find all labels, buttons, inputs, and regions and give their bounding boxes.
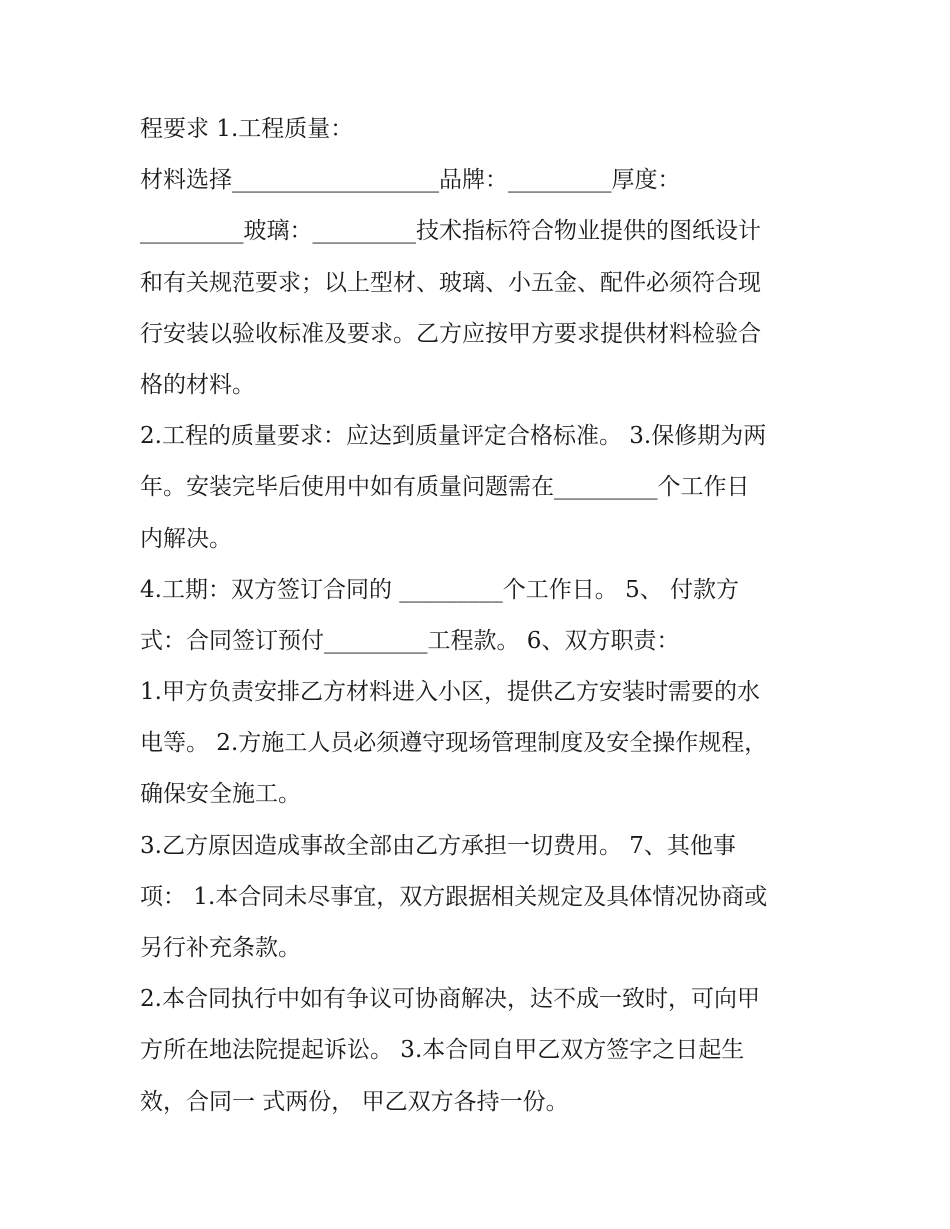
text-line: 3.乙方原因造成事故全部由乙方承担一切费用。 7、其他事 [140,832,736,859]
text-line: _________玻璃：_________技术指标符合物业提供的图纸设计 [140,218,761,245]
document-body [140,104,820,1128]
text-line: 4.工期：双方签订合同的 _________个工作日。 5、 付款方 [140,576,740,603]
text-line: 年。安装完毕后使用中如有质量问题需在_________个工作日 [140,474,750,501]
text-line: 确保安全施工。 [140,781,301,808]
text-line: 方所在地法院提起诉讼。 3.本合同自甲乙双方签字之日起生 [140,1037,745,1064]
text-line: 行安装以验收标准及要求。乙方应按甲方要求提供材料检验合 [140,320,761,347]
text-line: 内解决。 [140,525,232,552]
text-line: 材料选择__________________品牌：_________厚度： [140,167,681,194]
text-line: 2.本合同执行中如有争议可协商解决，达不成一致时，可向甲 [140,986,760,1013]
text-line: 和有关规范要求；以上型材、玻璃、小五金、配件必须符合现 [140,269,761,296]
text-line: 效，合同一 式两份， 甲乙双方各持一份。 [140,1088,569,1115]
text-line: 1.甲方负责安排乙方材料进入小区，提供乙方安装时需要的水 [140,679,760,706]
text-line: 另行补充条款。 [140,935,301,961]
text-line: 格的材料。 [140,371,255,398]
text-line: 2.工程的质量要求：应达到质量评定合格标准。 3.保修期为两 [140,423,767,450]
text-line: 项： 1.本合同未尽事宜，双方跟据相关规定及具体情况协商或 [140,883,768,910]
text-line: 电等。 2.方施工人员必须遵守现场管理制度及安全操作规程， [140,730,768,757]
text-line: 程要求 1.工程质量： [140,116,354,142]
text-line: 式：合同签订预付_________工程款。 6、双方职责： [140,627,680,654]
